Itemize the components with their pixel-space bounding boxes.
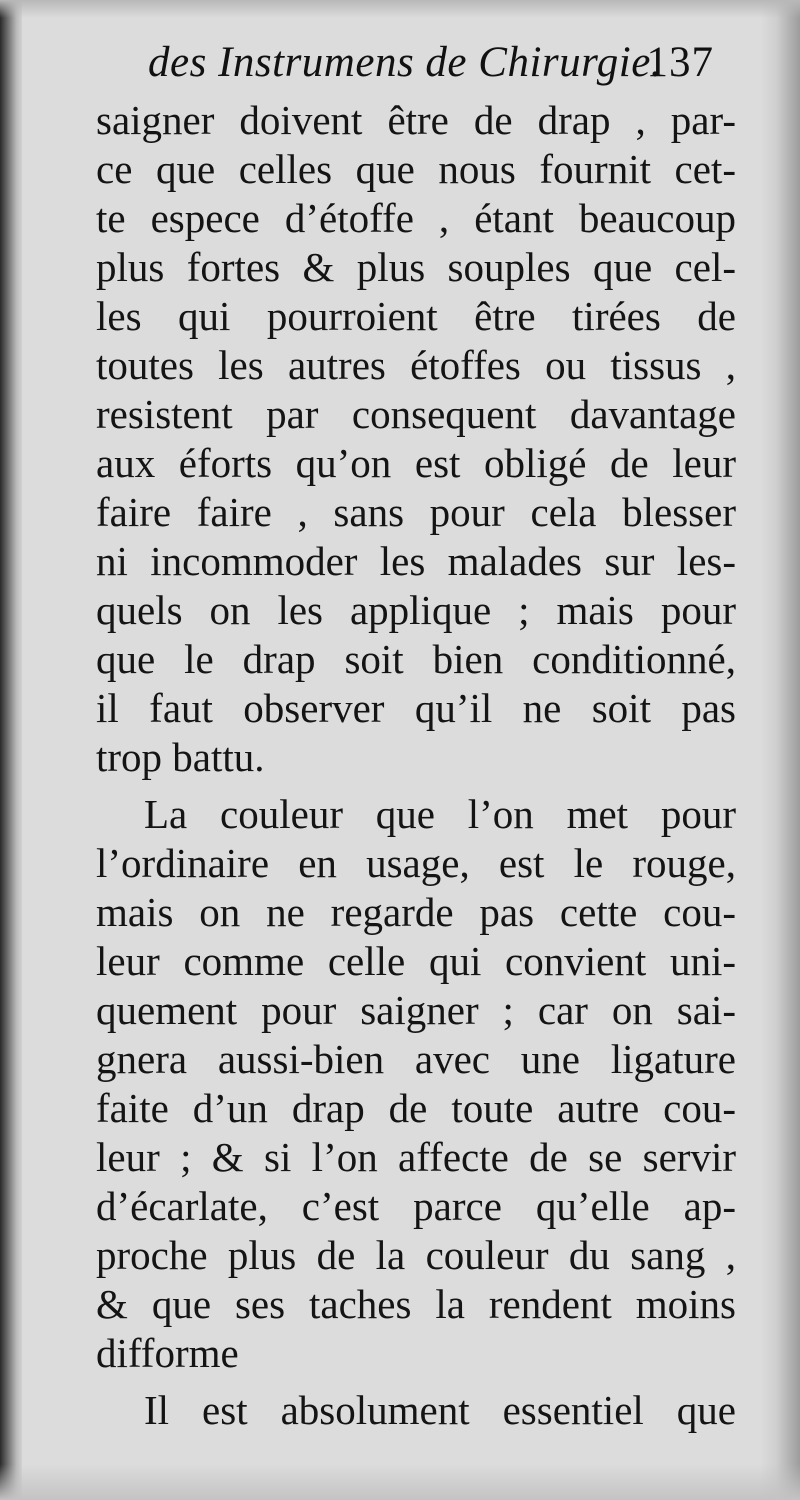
- text-line: il faut observer qu’il ne soit pas: [96, 685, 736, 731]
- text-line: La couleur que l’on met pour: [144, 791, 736, 837]
- page-bottom-shadow: [0, 1464, 800, 1500]
- page-number: 137: [646, 39, 714, 86]
- paragraph: [96, 790, 736, 1378]
- text-line: resistent par consequent davantage: [96, 391, 736, 437]
- text-line: leur ; & si l’on affecte de se servir: [96, 1134, 736, 1180]
- text-line: ce que celles que nous fournit cet-: [96, 146, 736, 192]
- text-line: & que ses taches la rendent moins: [96, 1281, 736, 1327]
- page-top-shadow: [0, 0, 800, 18]
- text-line: te espece d’étoffe , étant beaucoup: [96, 195, 736, 241]
- text-line: proche plus de la couleur du sang ,: [96, 1232, 736, 1278]
- page-edge-shadow: [760, 0, 800, 1500]
- text-line: aux éforts qu’on est obligé de leur: [96, 440, 736, 486]
- text-line: gnera aussi-bien avec une ligature: [96, 1036, 736, 1082]
- text-line: quement pour saigner ; car on sai-: [96, 987, 736, 1033]
- text-line: Il est absolument essentiel que: [144, 1387, 736, 1433]
- text-line: que le drap soit bien conditionné,: [96, 636, 736, 682]
- paragraph: [96, 1386, 736, 1435]
- text-line: leur comme celle qui convient uni-: [96, 938, 736, 984]
- text-line: trop battu.: [96, 734, 265, 780]
- text-line: ni incommoder les malades sur les-: [96, 538, 736, 584]
- text-line: mais on ne regarde pas cette cou-: [96, 889, 736, 935]
- body-text: [96, 96, 736, 1435]
- running-head-title: des Instrumens de Chirurgie.: [148, 39, 663, 86]
- text-line: toutes les autres étoffes ou tissus ,: [96, 342, 736, 388]
- text-line: plus fortes & plus souples que cel-: [96, 244, 736, 290]
- paragraph: [96, 96, 736, 782]
- page-gutter-shadow: [0, 0, 22, 1500]
- text-line: d’écarlate, c’est parce qu’elle ap-: [96, 1183, 736, 1229]
- text-line: les qui pourroient être tirées de: [96, 293, 736, 339]
- text-line: faite d’un drap de toute autre cou-: [96, 1085, 736, 1131]
- text-line: saigner doivent être de drap , par-: [96, 97, 736, 143]
- text-line: l’ordinaire en usage, est le rouge,: [96, 840, 736, 886]
- text-line: faire faire , sans pour cela blesser: [96, 489, 736, 535]
- text-line: difforme: [96, 1330, 239, 1376]
- text-line: quels on les applique ; mais pour: [96, 587, 736, 633]
- running-head: [148, 38, 728, 94]
